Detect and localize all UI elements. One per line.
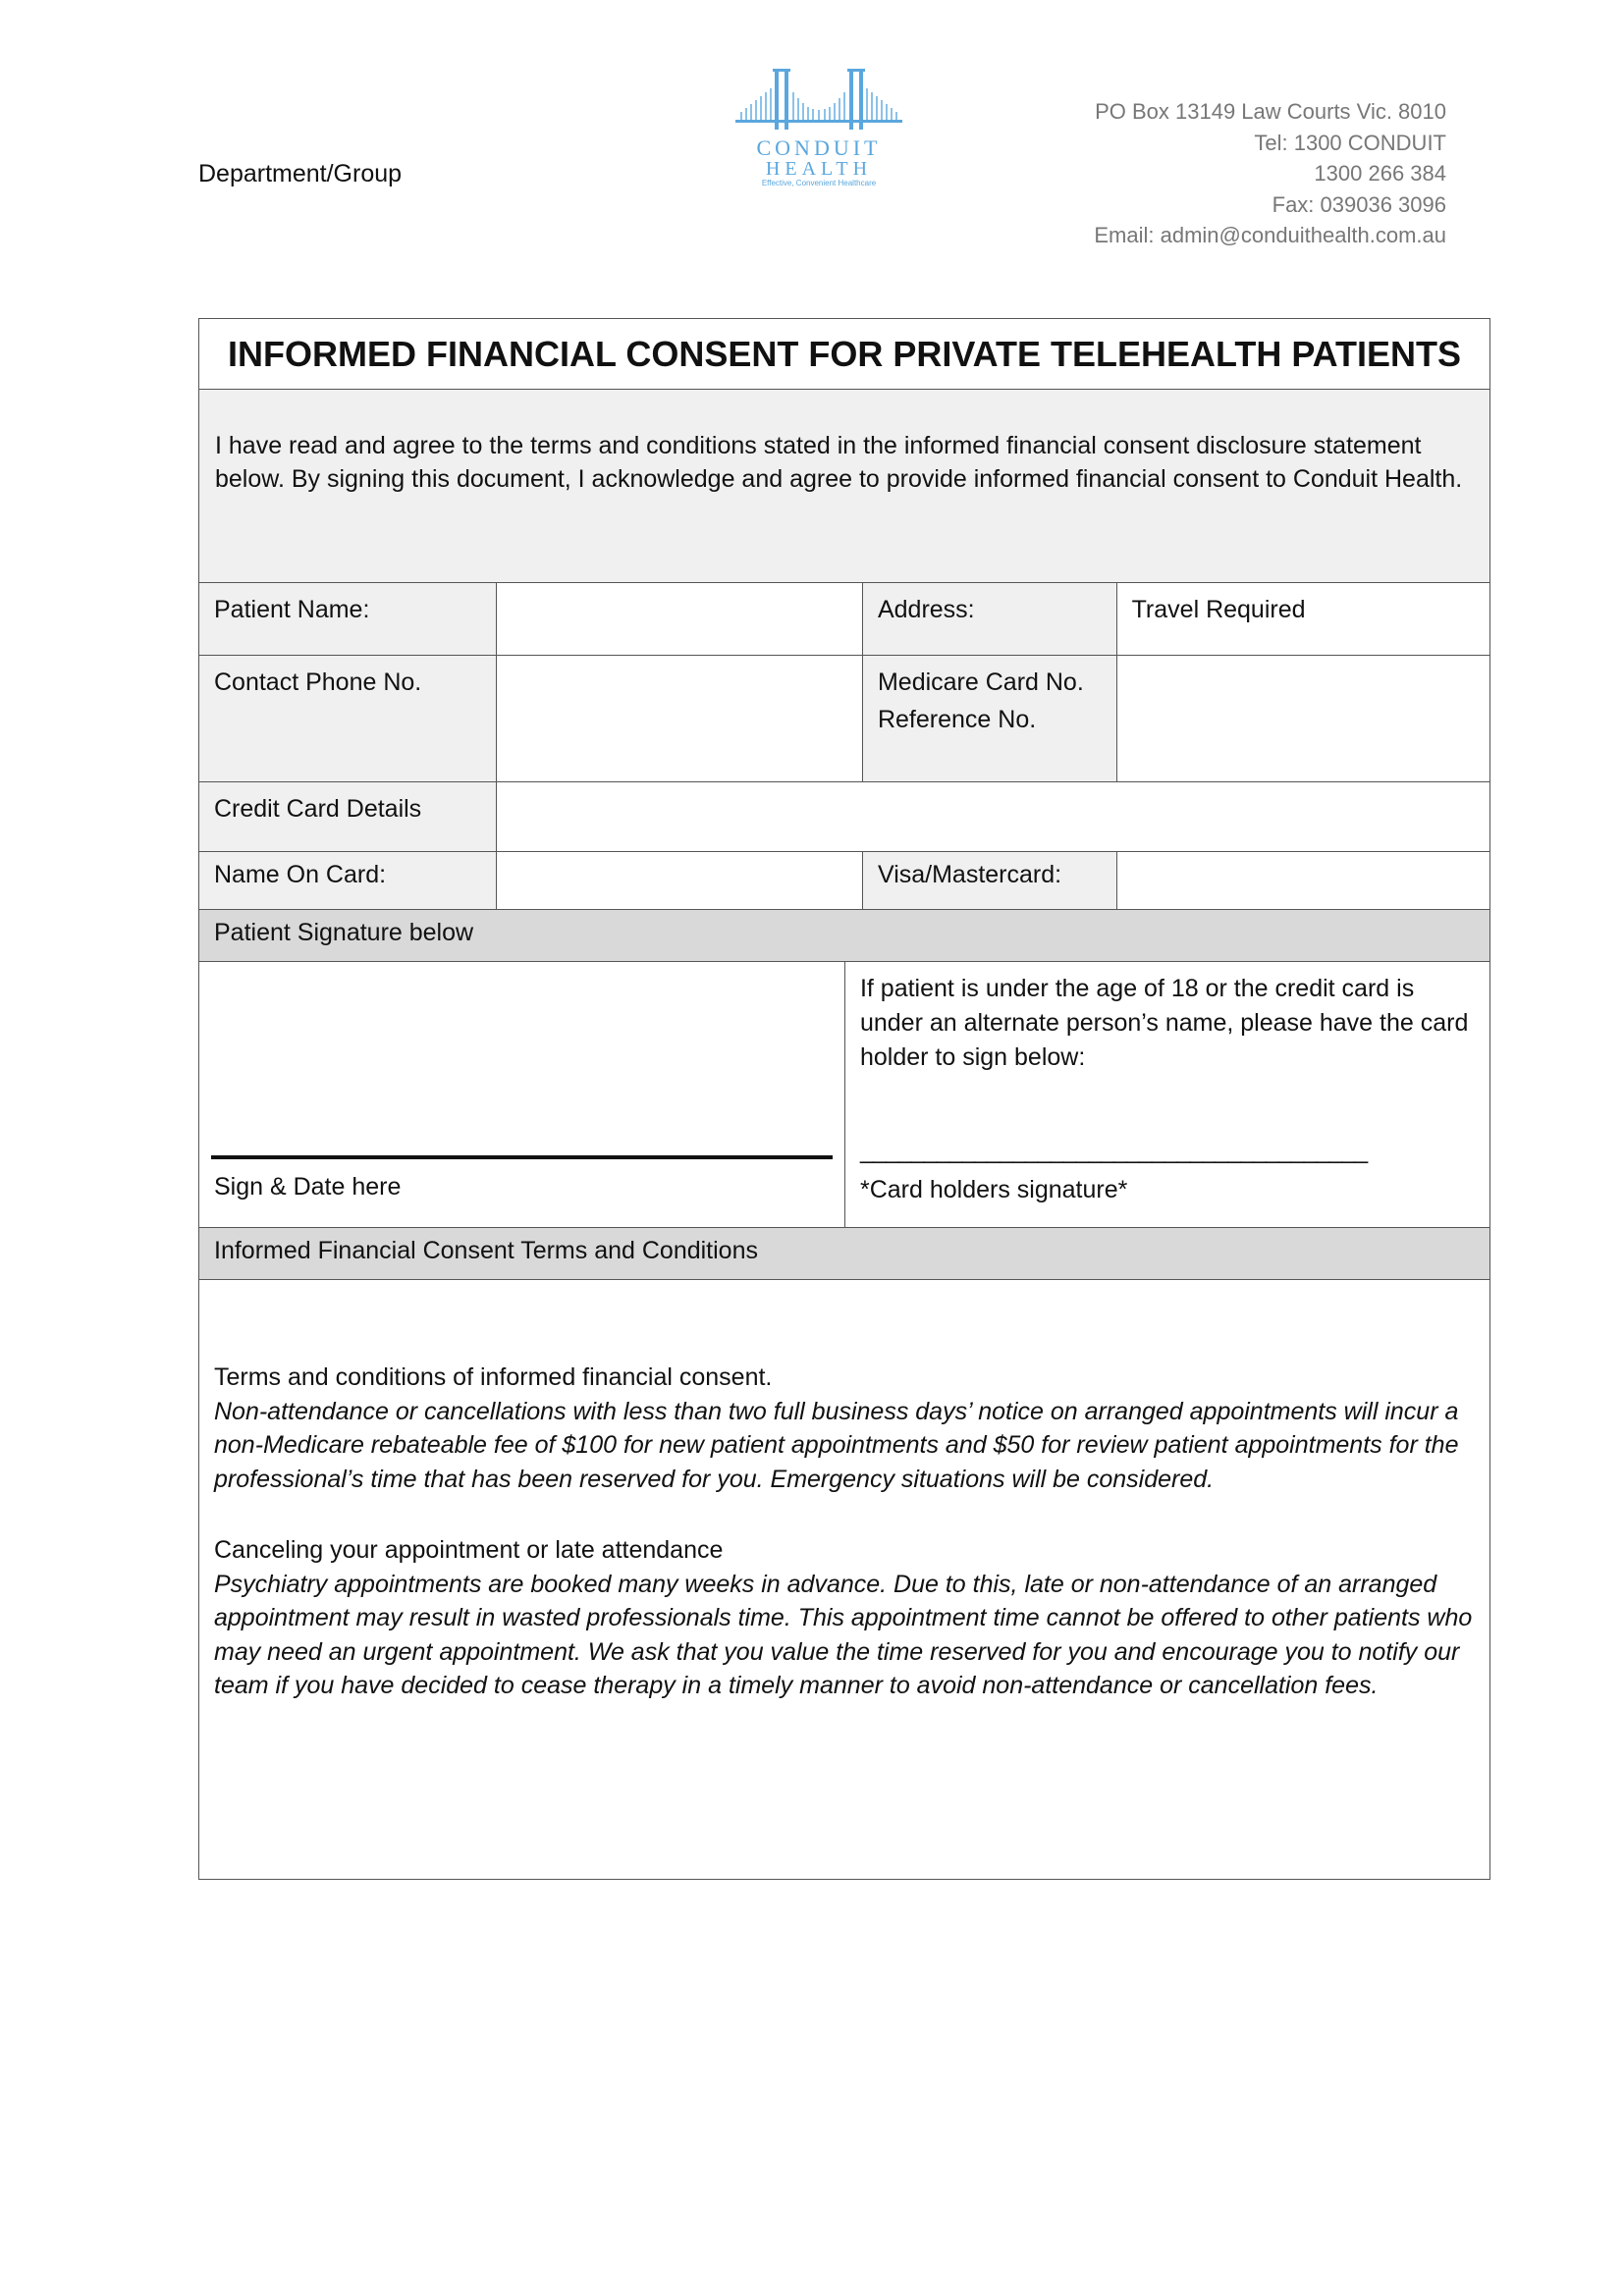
terms-section-title: Informed Financial Consent Terms and Conditions <box>214 1237 758 1264</box>
name-on-card-row <box>199 851 1489 909</box>
terms-text-2: Psychiatry appointments are booked many weeks in advance. Due to this, late or non-attendance of an arranged appointment may result in wasted professionals time. This appointment time cannot be offered to other patients who may need an urgent appointment. We ask that you value the time reserved for you and encourage you to notify our team if you have decided to cease therapy in a timely manner to avoid non-attendance or cancellation fees. <box>214 1570 1473 1699</box>
signature-section-title: Patient Signature below <box>214 919 474 946</box>
logo-tagline: Effective, Convenient Healthcare <box>761 179 877 187</box>
address-label: Address: <box>862 583 1116 655</box>
contact-email: Email: admin@conduithealth.com.au <box>1094 223 1446 247</box>
patient-name-label: Patient Name: <box>199 583 496 655</box>
logo-text-health: HEALTH <box>765 158 873 180</box>
address-field[interactable]: Travel Required <box>1116 583 1489 655</box>
contact-phone-label: Contact Phone No. <box>199 656 496 781</box>
department-group-label: Department/Group <box>198 160 403 187</box>
medicare-field[interactable] <box>1116 656 1489 781</box>
contact-phone-row <box>199 655 1489 781</box>
logo-text-conduit: CONDUIT <box>756 135 882 160</box>
terms-content-row <box>199 1279 1489 1879</box>
card-holder-signature-label: *Card holders signature* <box>859 1176 1128 1203</box>
terms-content <box>199 1280 1489 1879</box>
medicare-card-label: Medicare Card No. <box>877 668 1084 696</box>
bridge-icon <box>735 67 902 135</box>
credit-card-label: Credit Card Details <box>199 782 496 851</box>
terms-heading-2: Canceling your appointment or late attendance <box>214 1536 724 1564</box>
credit-card-row <box>199 781 1489 851</box>
terms-text-1: Non-attendance or cancellations with less than two full business days’ notice on arranged appointments will incur a non-Medicare rebateable fee of $100 for new patient appointments and $50 for review patient appointments for the professional’s time that has been reserved for you. Emergency situations will be considered. <box>214 1397 1459 1493</box>
card-holder-signature-area[interactable] <box>844 962 1489 1227</box>
name-on-card-label: Name On Card: <box>199 852 496 909</box>
contact-phone-field[interactable] <box>496 656 862 781</box>
visa-mastercard-label: Visa/Mastercard: <box>862 852 1116 909</box>
contact-po-box: PO Box 13149 Law Courts Vic. 8010 <box>1095 99 1446 124</box>
intro-text: I have read and agree to the terms and conditions stated in the informed financial consent disclosure statement below. By signing this document, I acknowledge and agree to provide informed financial consent to Conduit Health. <box>215 432 1463 493</box>
signature-row <box>199 961 1489 1227</box>
sign-date-label: Sign & Date here <box>214 1173 402 1201</box>
patient-name-field[interactable] <box>496 583 862 655</box>
contact-tel: Tel: 1300 CONDUIT <box>1254 130 1446 155</box>
conduit-health-logo <box>730 67 908 214</box>
visa-mastercard-field[interactable] <box>1116 852 1489 909</box>
card-holder-signature-line: ________________________________________ <box>859 1137 1368 1164</box>
contact-fax: Fax: 039036 3096 <box>1272 191 1446 217</box>
name-on-card-field[interactable] <box>496 852 862 909</box>
medicare-label <box>862 656 1116 781</box>
alternate-person-note: If patient is under the age of 18 or the credit card is under an alternate person’s name, please have the card holder to sign below: <box>859 975 1469 1071</box>
terms-heading-1: Terms and conditions of informed financial consent. <box>214 1363 773 1391</box>
contact-tel-number: 1300 266 384 <box>1314 161 1446 186</box>
consent-form <box>198 318 1490 1880</box>
credit-card-field[interactable] <box>496 782 1489 851</box>
patient-name-row <box>199 582 1489 655</box>
contact-block <box>1094 96 1446 251</box>
terms-section-header <box>199 1227 1489 1279</box>
patient-signature-area[interactable] <box>199 962 844 1227</box>
medicare-reference-label: Reference No. <box>877 706 1037 733</box>
signature-section-header <box>199 909 1489 961</box>
intro-row <box>199 389 1489 582</box>
signature-line <box>211 1155 833 1159</box>
form-title-row <box>199 319 1489 389</box>
form-title: INFORMED FINANCIAL CONSENT FOR PRIVATE TELEHEALTH PATIENTS <box>228 333 1461 374</box>
